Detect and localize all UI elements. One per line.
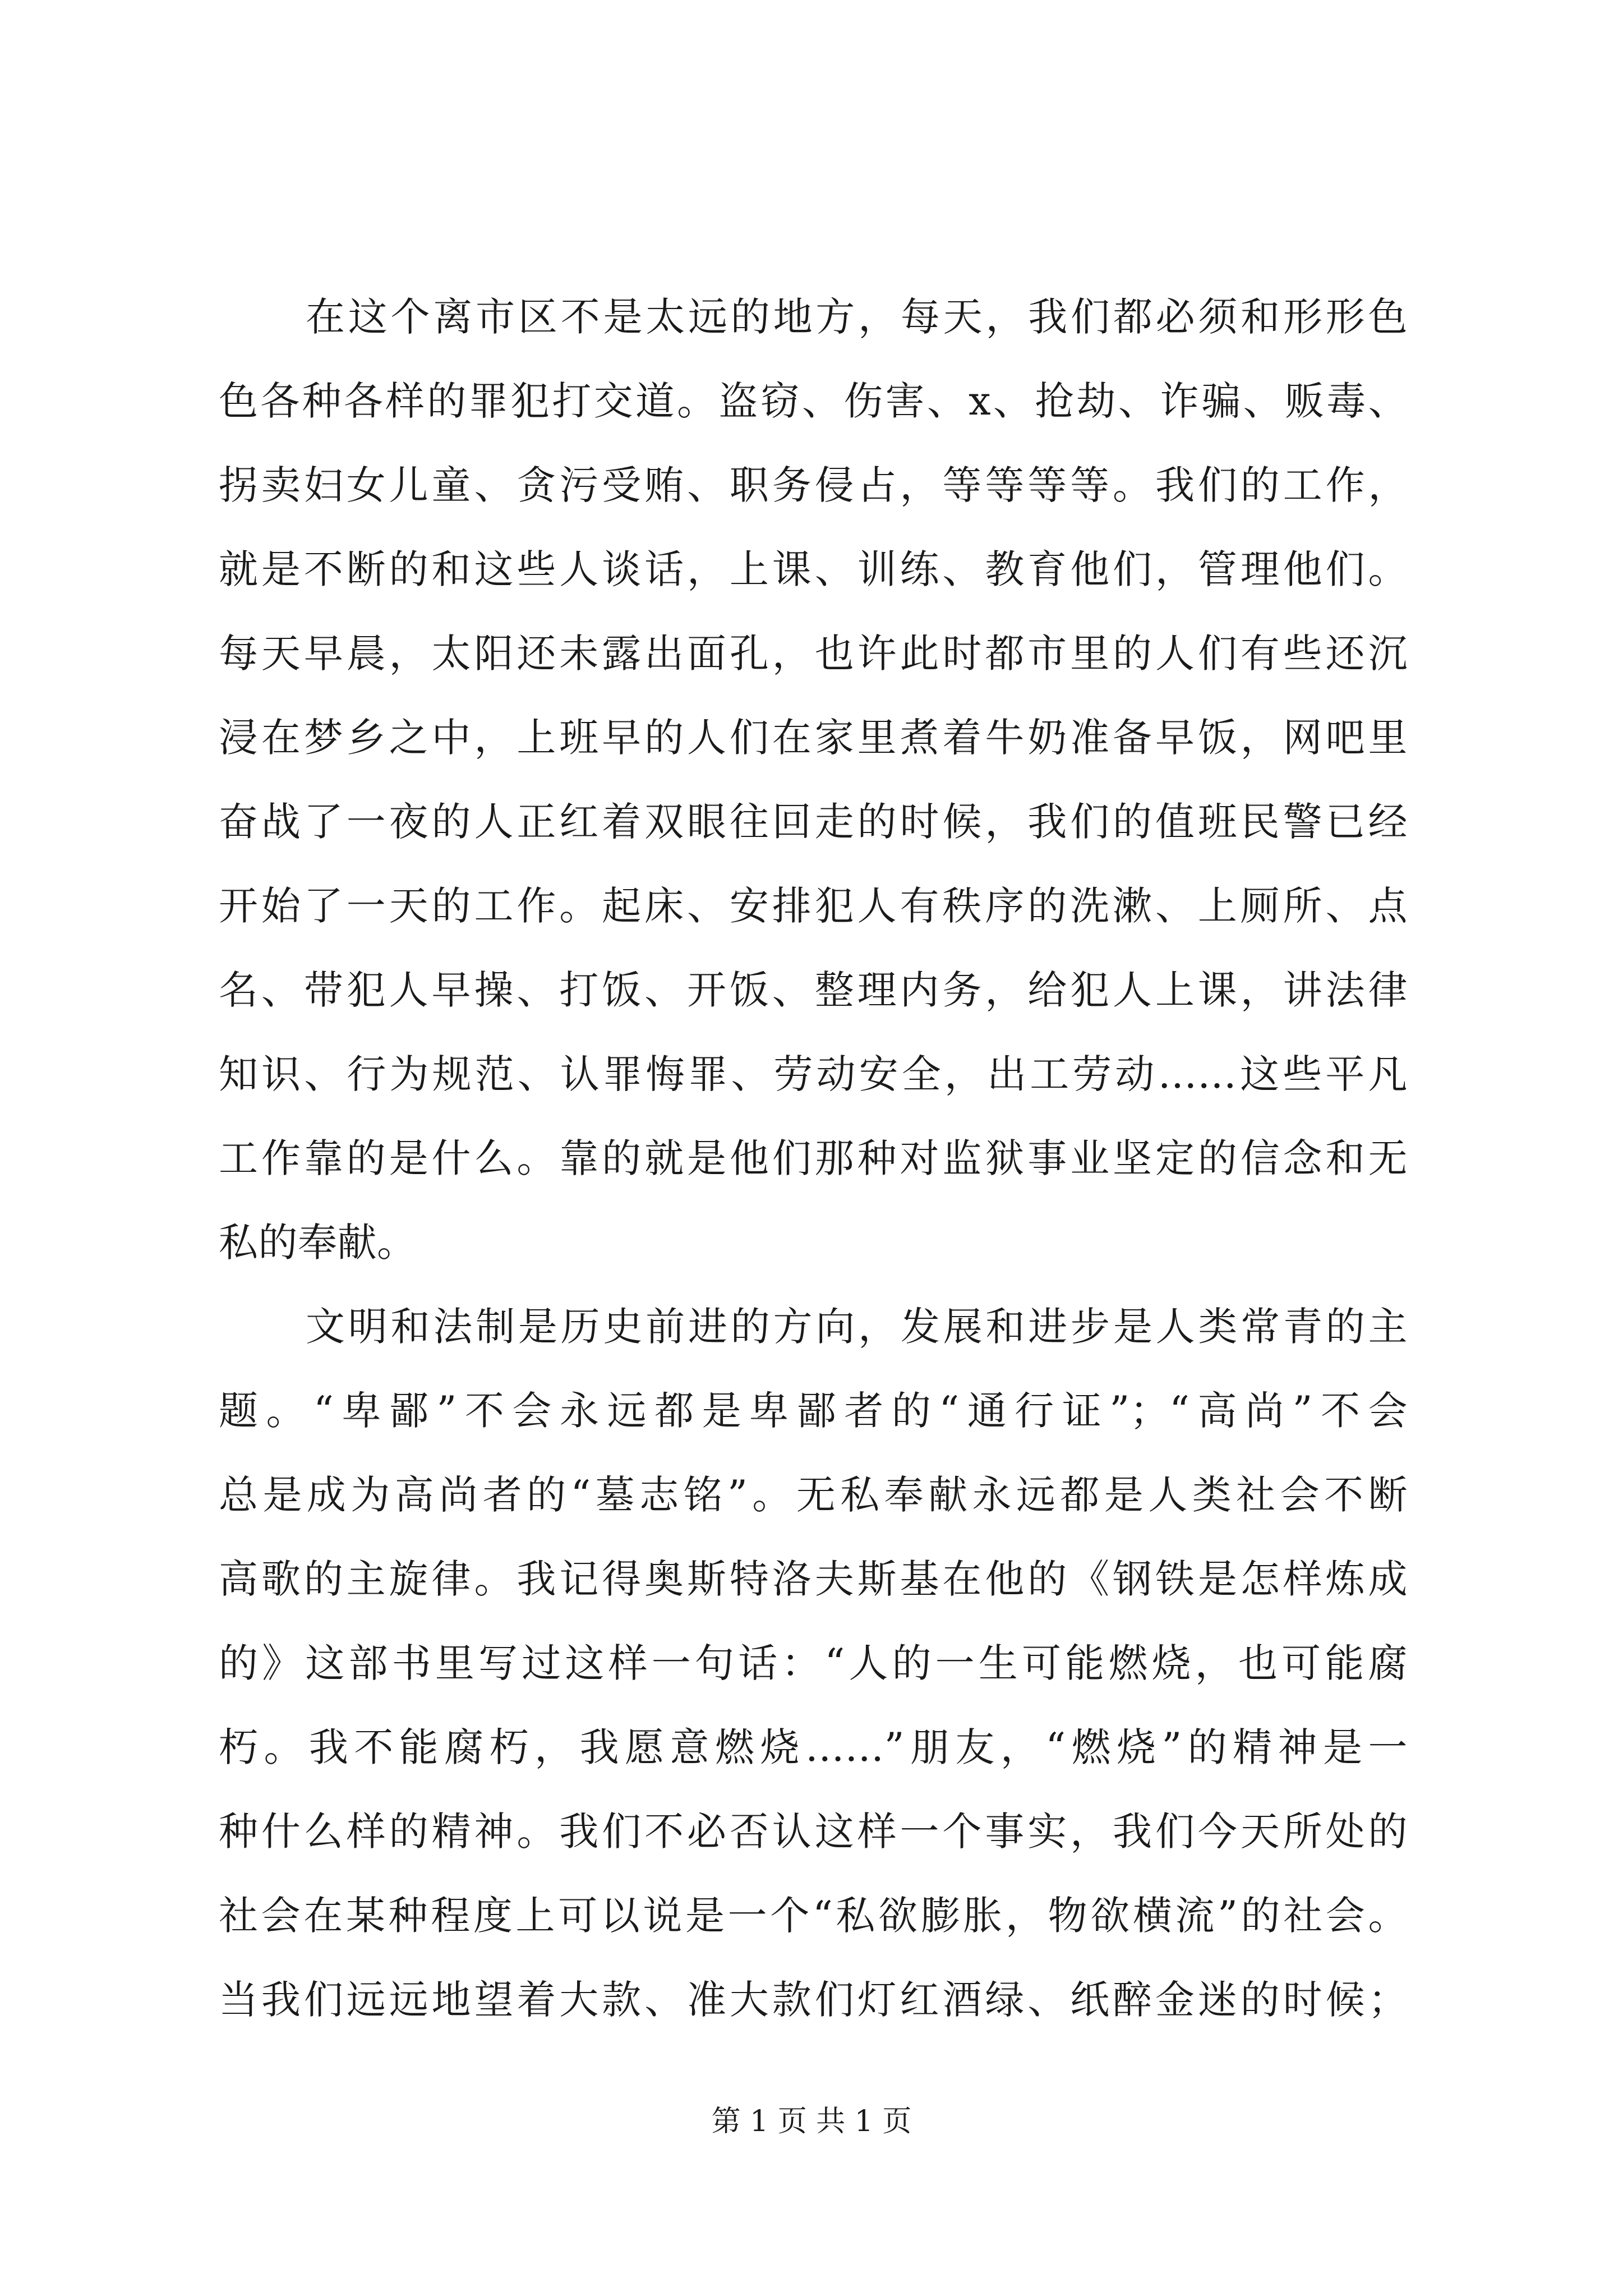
paragraph-line: 名、带犯人早操、打饭、开饭、整理内务，给犯人上课，讲法律 (219, 967, 1408, 1013)
document-body (219, 275, 1408, 2042)
paragraph (219, 275, 1408, 1285)
paragraph-line: 文明和法制是历史前进的方向，发展和进步是人类常青的主 (306, 1304, 1408, 1350)
paragraph-line: 拐卖妇女儿童、贪污受贿、职务侵占，等等等等。我们的工作， (219, 462, 1408, 508)
paragraph-line: 当我们远远地望着大款、准大款们灯红酒绿、纸醉金迷的时候； (219, 1977, 1408, 2023)
paragraph (219, 1285, 1408, 2042)
paragraph-line: 题。“卑鄙”不会永远都是卑鄙者的“通行证”；“高尚”不会 (219, 1388, 1408, 1434)
paragraph-line: 总是成为高尚者的“墓志铭”。无私奉献永远都是人类社会不断 (219, 1472, 1408, 1518)
page-number-footer: 第 1 页 共 1 页 (711, 2105, 912, 2138)
paragraph-line: 开始了一天的工作。起床、安排犯人有秩序的洗漱、上厕所、点 (219, 883, 1408, 929)
paragraph-line: 的》这部书里写过这样一句话：“人的一生可能燃烧，也可能腐 (219, 1640, 1408, 1686)
paragraph-line: 私的奉献。 (219, 1220, 417, 1266)
paragraph-line: 奋战了一夜的人正红着双眼往回走的时候，我们的值班民警已经 (219, 799, 1408, 845)
paragraph-line: 种什么样的精神。我们不必否认这样一个事实，我们今天所处的 (219, 1809, 1408, 1855)
paragraph-line: 工作靠的是什么。靠的就是他们那种对监狱事业坚定的信念和无 (219, 1135, 1408, 1181)
paragraph-line: 色各种各样的罪犯打交道。盗窃、伤害、x、抢劫、诈骗、贩毒、 (219, 378, 1408, 424)
paragraph-line: 就是不断的和这些人谈话，上课、训练、教育他们，管理他们。 (219, 546, 1408, 592)
paragraph-line: 每天早晨，太阳还未露出面孔，也许此时都市里的人们有些还沉 (219, 631, 1408, 677)
paragraph-line: 社会在某种程度上可以说是一个“私欲膨胀，物欲横流”的社会。 (219, 1893, 1408, 1939)
paragraph-line: 在这个离市区不是太远的地方，每天，我们都必须和形形色 (306, 294, 1408, 340)
paragraph-line: 高歌的主旋律。我记得奥斯特洛夫斯基在他的《钢铁是怎样炼成 (219, 1556, 1408, 1602)
paragraph-line: 朽。我不能腐朽，我愿意燃烧……”朋友，“燃烧”的精神是一 (219, 1724, 1408, 1770)
paragraph-line: 浸在梦乡之中，上班早的人们在家里煮着牛奶准备早饭，网吧里 (219, 715, 1408, 761)
paragraph-line: 知识、行为规范、认罪悔罪、劳动安全，出工劳动……这些平凡 (219, 1051, 1408, 1097)
